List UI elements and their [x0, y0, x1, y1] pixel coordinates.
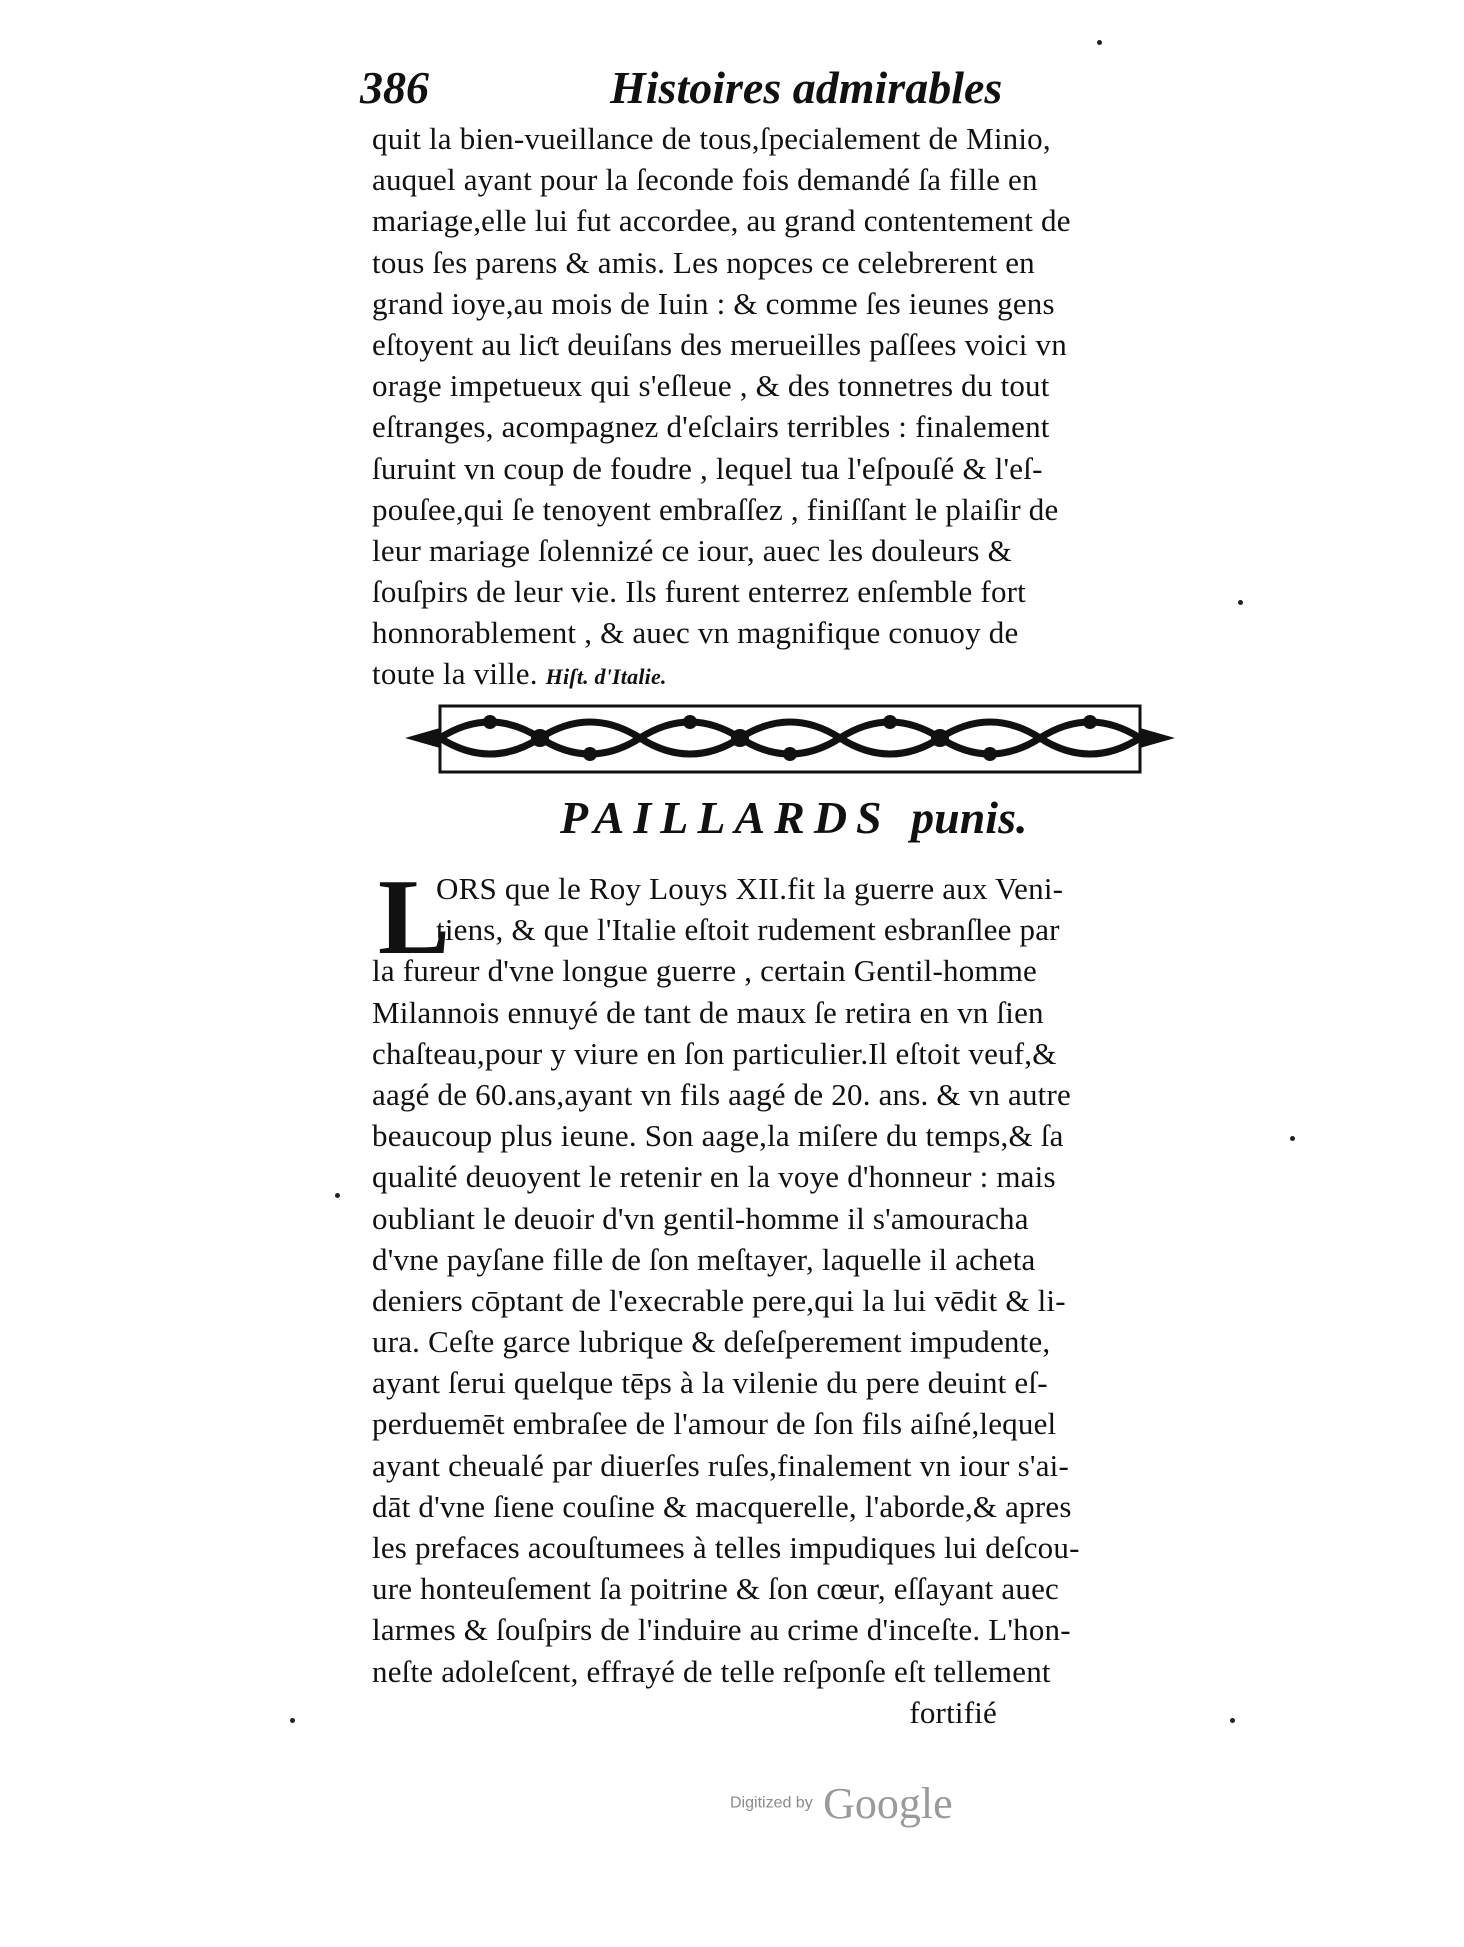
text-line: eſtoyent au liƈt deuiſans des merueilles paſſees voici vn — [372, 326, 1067, 362]
stray-mark — [1097, 40, 1102, 45]
text-line: Milannois ennuyé de tant de maux ſe retira en vn ſien — [372, 994, 1044, 1030]
stray-mark — [290, 1718, 295, 1723]
text-line: grand ioye,au mois de Iuin : & comme ſes ieunes gens — [372, 285, 1055, 321]
digitized-by-google-watermark — [730, 1778, 953, 1828]
stray-mark — [335, 1193, 340, 1198]
text-line: ura. Ceſte garce lubrique & deſeſperement impudente, — [372, 1324, 1051, 1360]
body-paragraph — [372, 950, 1080, 1733]
text-line: les prefaces acouſtumees à telles impudiques lui deſcou- — [372, 1530, 1080, 1566]
text-line: honnorablement , & auec vn magnifique conuoy de — [372, 615, 1019, 651]
text-line: chaſteau,pour y viure en ſon particulier.Il eſtoit veuf,& — [372, 1035, 1057, 1071]
section-title-sub: punis. — [911, 792, 1028, 843]
text-line: quit la bien-vueillance de tous,ſpecialement de Minio, — [372, 121, 1051, 156]
text-line: perduemēt embraſee de l'amour de ſon fils aiſné,lequel — [372, 1406, 1057, 1442]
catchword: fortifié — [909, 1694, 997, 1730]
stray-mark — [1230, 1718, 1235, 1723]
text-line: dāt d'vne ſiene couſine & macquerelle, l'aborde,& apres — [372, 1488, 1072, 1524]
running-title: Histoires admirables — [610, 62, 1003, 113]
text-line: ure honteuſement ſa poitrine & ſon cœur, eſſayant auec — [372, 1571, 1060, 1607]
top-paragraph — [372, 118, 1071, 695]
text-line: leur mariage ſolennizé ce iour, auec les douleurs & — [372, 532, 1012, 568]
text-line: la fureur d'vne longue guerre , certain Gentil-homme — [372, 953, 1038, 989]
stray-mark — [1238, 600, 1243, 605]
ornamental-band-icon — [400, 688, 1180, 788]
google-logo: Google — [823, 1779, 953, 1828]
text-line: ſouſpirs de leur vie. Ils furent enterrez enſemble fort — [372, 574, 1026, 610]
text-line: aagé de 60.ans,ayant vn fils aagé de 20. ans. & vn autre — [372, 1076, 1071, 1112]
digitized-by-label: Digitized by — [730, 1794, 813, 1812]
text-line: beaucoup plus ieune. Son aage,la miſere du temps,& ſa — [372, 1118, 1064, 1154]
running-head — [360, 58, 1003, 118]
text-line: oubliant le deuoir d'vn gentil-homme il s'amouracha — [372, 1200, 1029, 1236]
text-line: eſtranges, acompagnez d'eſclairs terribles : finalement — [372, 409, 1050, 445]
text-line: tiens, & que l'Italie eſtoit rudement esbranſlee par — [436, 912, 1060, 948]
text-line: tous ſes parens & amis. Les nopces ce celebrerent en — [372, 244, 1035, 280]
text-line: qualité deuoyent le retenir en la voye d'honneur : mais — [372, 1159, 1056, 1195]
text-line: ayant ſerui quelque tēps à la vilenie du pere deuint eſ- — [372, 1365, 1048, 1401]
text-line: mariage,elle lui fut accordee, au grand contentement de — [372, 203, 1071, 239]
text-line: d'vne payſane fille de ſon meſtayer, laquelle il acheta — [372, 1241, 1036, 1277]
section-title-main: PAILLARDS — [560, 792, 891, 843]
drop-cap: L — [378, 858, 451, 977]
text-line: neſte adoleſcent, effrayé de telle reſponſe eſt tellement — [372, 1653, 1051, 1689]
text-line: larmes & ſouſpirs de l'induire au crime d'inceſte. L'hon- — [372, 1612, 1071, 1648]
text-line: auquel ayant pour la ſeconde fois demandé ſa fille en — [372, 162, 1038, 198]
text-line: toute la ville. — [372, 656, 538, 692]
text-line: orage impetueux qui s'eſleue , & des tonnetres du tout — [372, 368, 1050, 404]
source-note: Hiſt. d'Italie. — [545, 664, 667, 690]
body-opening-lines — [436, 868, 1064, 950]
text-line: ORS que le Roy Louys XII.fit la guerre aux Veni- — [436, 871, 1064, 906]
section-title — [560, 788, 1080, 848]
text-line: pouſee,qui ſe tenoyent embraſſez , finiſſant le plaiſir de — [372, 491, 1059, 527]
text-line: ſuruint vn coup de foudre , lequel tua l'eſpouſé & l'eſ- — [372, 450, 1043, 486]
page-number: 386 — [360, 62, 429, 113]
stray-mark — [1290, 1136, 1295, 1141]
text-line: ayant cheualé par diuerſes ruſes,finalement vn iour s'ai- — [372, 1447, 1069, 1483]
text-line: deniers cōptant de l'execrable pere,qui la lui vēdit & li- — [372, 1282, 1066, 1318]
